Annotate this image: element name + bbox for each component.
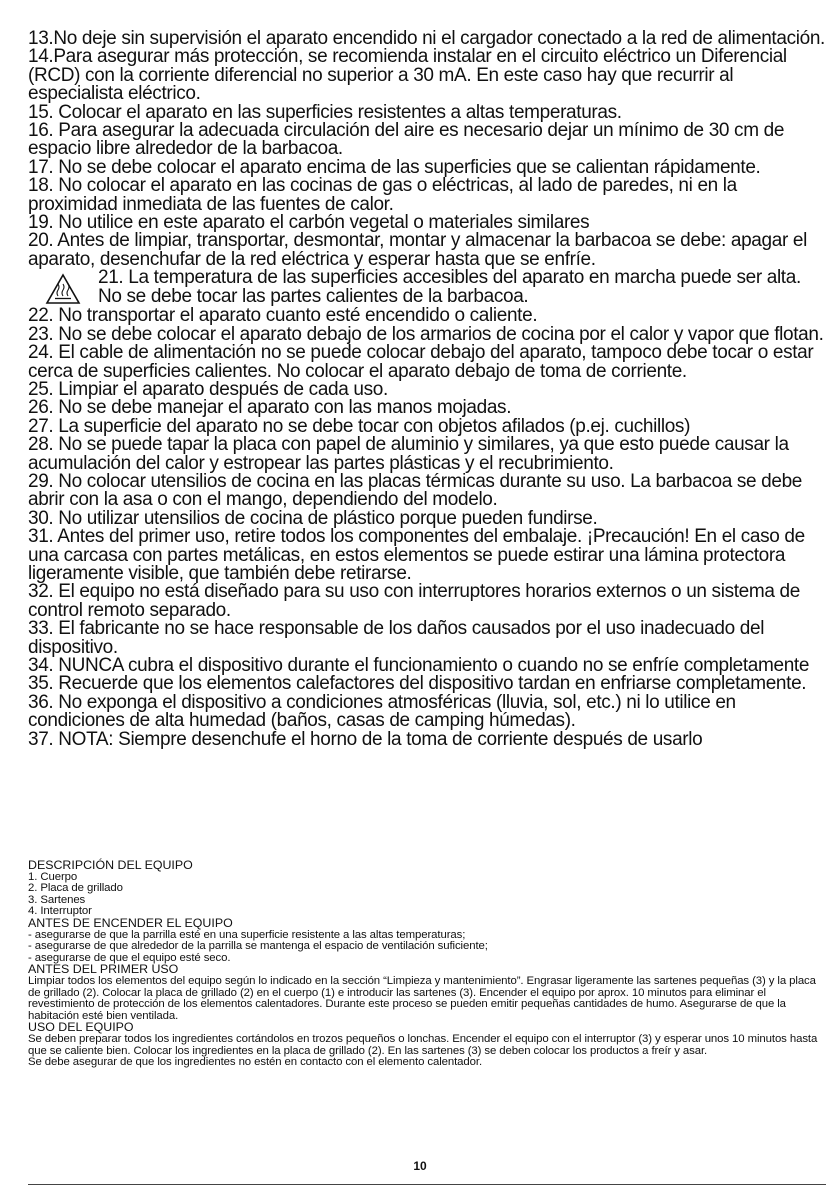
instruction-30: 30. No utilizar utensilios de cocina de plástico porque pueden fundirse. — [28, 507, 598, 529]
safety-instructions — [28, 30, 828, 749]
hot-surface-warning-icon — [28, 269, 98, 307]
instruction-22: 22. No transportar el aparato cuanto esté encendido o caliente. — [28, 305, 538, 327]
instruction-25: 25. Limpiar el aparato después de cada uso. — [28, 378, 388, 400]
section-paragraph: Se deben preparar todos los ingredientes cortándolos en trozos pequeños o lonchas. Encender el equipo con el interruptor (3) y esperar unos 10 minutos hasta que se caliente bien. Colocar los ingredientes en la placa de grillado (2). En las sartenes (3) se deben colocar los productos a freír y asar. — [28, 1032, 818, 1057]
section-paragraph: Limpiar todos los elementos del equipo según lo indicado en la sección “Limpieza y mantenimiento”. Engrasar ligeramente las sartenes pequeñas (3) y la placa de grillado (2). Colocar la placa de grillado (2) en el cuerpo (1) e introducir las sartenes (3). Encender el equipo por aprox. 10 minutos para eliminar el revestimiento de protección de los elementos calentadores. Durante este proceso se pueden emitir pequeñas cantidades de humo. Asegurarse de que la habitación esté bien ventilada. — [28, 974, 816, 1022]
instruction-19: 19. No utilice en este aparato el carbón vegetal o materiales similares — [28, 212, 590, 234]
list-item: - asegurarse de que la parrilla esté en una superficie resistente a las altas temperaturas; — [28, 928, 466, 941]
instruction-21-row — [28, 269, 828, 307]
list-item: 2. Placa de grillado — [28, 882, 123, 895]
instruction-18: 18. No colocar el aparato en las cocinas de gas o eléctricas, al lado de paredes, ni en la proximidad inmediata de las fuentes de calor. — [28, 175, 737, 215]
section-heading-descripcion: DESCRIPCIÓN DEL EQUIPO — [28, 858, 193, 872]
instruction-27: 27. La superficie del aparato no se debe tocar con objetos afilados (p.ej. cuchillos) — [28, 415, 691, 437]
section-note: Se debe asegurar de que los ingredientes no estén en contacto con el elemento calentador. — [28, 1056, 483, 1069]
instruction-36: 36. No exponga el dispositivo a condiciones atmosféricas (lluvia, sol, etc.) ni lo utilice en condiciones de alta humedad (baños, casas de camping húmedas). — [28, 691, 736, 732]
instruction-16: 16. Para asegurar la adecuada circulación del aire es necesario dejar un mínimo de 30 cm de espacio libre alrededor de la barbacoa. — [28, 120, 785, 160]
instruction-20: 20. Antes de limpiar, transportar, desmontar, montar y almacenar la barbacoa se debe: apagar el aparato, desenchufar de la red eléctrica y esperar hasta que se enfríe. — [28, 230, 807, 270]
equipment-sections — [28, 860, 828, 1069]
instruction-17: 17. No se debe colocar el aparato encima de las superficies que se calientan rápidamente. — [28, 156, 761, 178]
list-item: 1. Cuerpo — [28, 870, 78, 883]
instruction-31: 31. Antes del primer uso, retire todos los componentes del embalaje. ¡Precaución! En el caso de una carcasa con partes metálicas, en estos elementos se puede estirar una lámina protectora ligeramente visible, que también debe retirarse. — [28, 526, 805, 584]
list-item: 4. Interruptor — [28, 905, 92, 918]
instruction-15: 15. Colocar el aparato en las superficies resistentes a altas temperaturas. — [28, 101, 622, 123]
instruction-26: 26. No se debe manejar el aparato con las manos mojadas. — [28, 397, 512, 419]
instruction-28: 28. No se puede tapar la placa con papel de aluminio y similares, ya que esto puede causar la acumulación del calor y estropear las partes plásticas y el recubrimiento. — [28, 434, 789, 474]
instruction-32: 32. El equipo no está diseñado para su uso con interruptores horarios externos o un sistema de control remoto separado. — [28, 581, 800, 621]
list-item: - asegurarse de que alrededor de la parrilla se mantenga el espacio de ventilación suficiente; — [28, 940, 488, 953]
instruction-24: 24. El cable de alimentación no se puede colocar debajo del aparato, tampoco debe tocar o estar cerca de superficies calientes. No colocar el aparato debajo de toma de corriente. — [28, 342, 814, 382]
list-item: - asegurarse de que el equipo esté seco. — [28, 951, 231, 964]
instruction-23: 23. No se debe colocar el aparato debajo de los armarios de cocina por el calor y vapor que flotan. — [28, 323, 824, 345]
instruction-13: 13.No deje sin supervisión el aparato encendido ni el cargador conectado a la red de alimentación. — [28, 28, 825, 49]
instruction-35: 35. Recuerde que los elementos calefactores del dispositivo tardan en enfriarse completamente. — [28, 673, 807, 695]
instruction-34: 34. NUNCA cubra el dispositivo durante el funcionamiento o cuando no se enfríe completamente — [28, 655, 810, 676]
page-number: 10 — [413, 1159, 427, 1173]
instruction-29: 29. No colocar utensilios de cocina en las placas térmicas durante su uso. La barbacoa se debe abrir con la asa o con el mango, dependiendo del modelo. — [28, 470, 803, 511]
section-heading-antes-encender: ANTES DE ENCENDER EL EQUIPO — [28, 915, 233, 930]
instruction-14: 14.Para asegurar más protección, se recomienda instalar en el circuito eléctrico un Diferencial (RCD) con la corriente diferencial no superior a 30 mA. En este caso hay que recurrir al especialista eléctrico. — [28, 46, 787, 105]
section-heading-primer-uso: ANTES DEL PRIMER USO — [28, 962, 179, 977]
footer-divider — [28, 1184, 826, 1185]
section-heading-uso: USO DEL EQUIPO — [28, 1020, 134, 1035]
list-item: 3. Sartenes — [28, 893, 86, 906]
instruction-21: 21. La temperatura de las superficies accesibles del aparato en marcha puede ser alta. No se debe tocar las partes calientes de la barbacoa. — [98, 267, 801, 307]
instruction-33: 33. El fabricante no se hace responsable de los daños causados por el uso inadecuado del dispositivo. — [28, 618, 765, 658]
instruction-37: 37. NOTA: Siempre desenchufe el horno de la toma de corriente después de usarlo — [28, 728, 703, 750]
